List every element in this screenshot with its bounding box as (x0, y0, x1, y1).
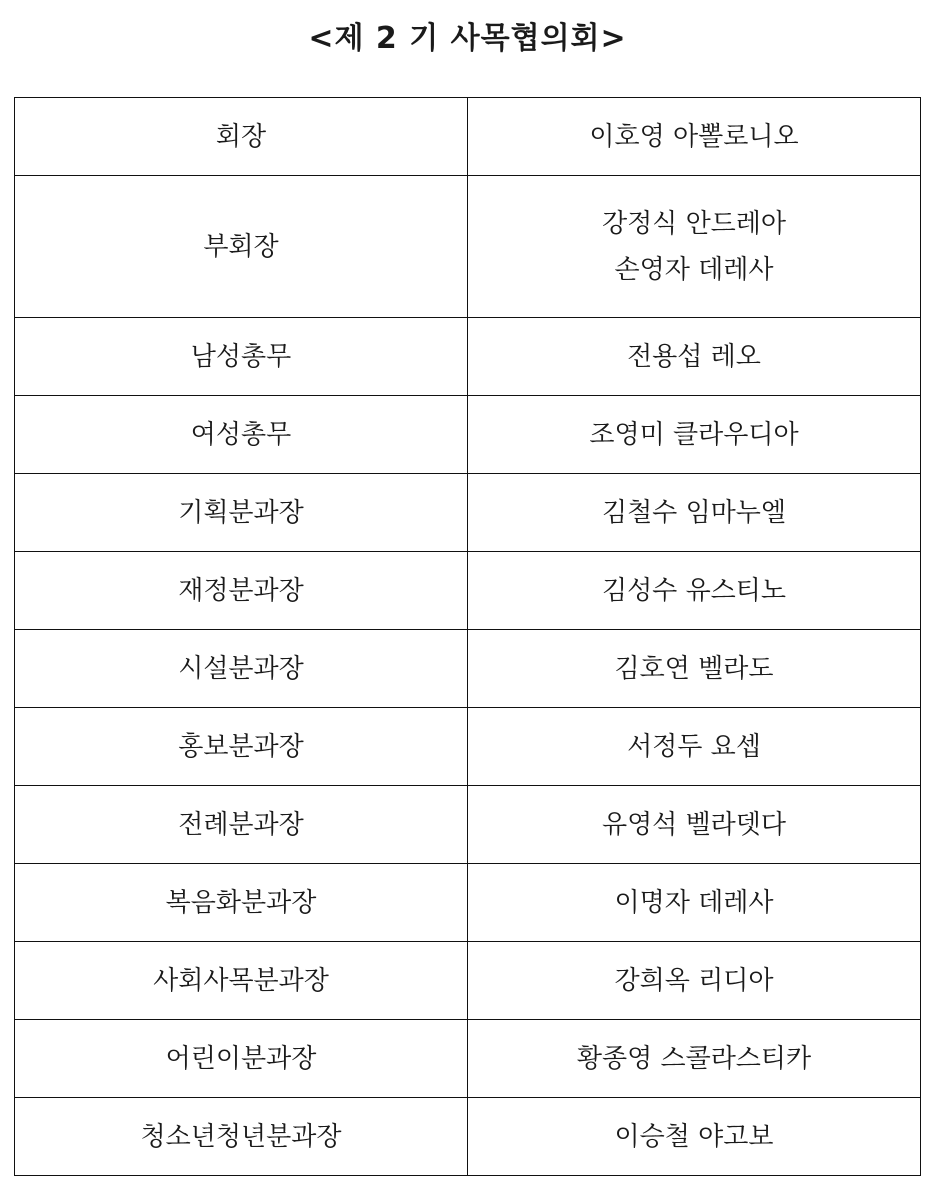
member-name: 강희옥 리디아 (614, 965, 774, 996)
table-row (15, 786, 921, 864)
name-cell (468, 864, 921, 942)
role-label: 기획분과장 (178, 497, 304, 528)
role-cell (15, 318, 468, 396)
name-cell (468, 786, 921, 864)
member-name: 김철수 임마누엘 (601, 497, 787, 528)
role-label: 복음화분과장 (165, 887, 317, 918)
role-cell (15, 474, 468, 552)
member-name: 손영자 데레사 (614, 254, 774, 285)
role-label: 어린이분과장 (165, 1043, 317, 1074)
member-name: 김호연 벨라도 (614, 653, 774, 684)
name-cell (468, 318, 921, 396)
role-label: 회장 (215, 121, 267, 152)
role-cell (15, 1098, 468, 1176)
table-row (15, 1098, 921, 1176)
member-name: 황종영 스콜라스티카 (576, 1043, 812, 1074)
role-label: 남성총무 (190, 341, 292, 372)
role-cell (15, 864, 468, 942)
role-cell (15, 630, 468, 708)
member-name: 이호영 아뽈로니오 (589, 121, 799, 152)
member-name: 서정두 요셉 (627, 731, 761, 762)
name-cell (468, 176, 921, 318)
role-cell (15, 176, 468, 318)
name-cell (468, 98, 921, 176)
table-row (15, 864, 921, 942)
name-cell (468, 942, 921, 1020)
name-cell (468, 630, 921, 708)
role-label: 청소년청년분과장 (140, 1121, 342, 1152)
role-cell (15, 396, 468, 474)
table-row (15, 396, 921, 474)
table-row (15, 552, 921, 630)
table-row (15, 1020, 921, 1098)
name-cell (468, 1020, 921, 1098)
role-label: 시설분과장 (178, 653, 304, 684)
table-row (15, 98, 921, 176)
member-name: 이승철 야고보 (614, 1121, 774, 1152)
table-row (15, 474, 921, 552)
member-name: 유영석 벨라뎃다 (601, 809, 787, 840)
role-label: 여성총무 (190, 419, 292, 450)
role-label: 부회장 (203, 231, 279, 262)
role-cell (15, 708, 468, 786)
name-cell (468, 708, 921, 786)
table-row (15, 318, 921, 396)
role-label: 사회사목분과장 (153, 965, 329, 996)
council-table (14, 97, 921, 1176)
member-name: 김성수 유스티노 (601, 575, 787, 606)
name-cell (468, 396, 921, 474)
member-name: 전용섭 레오 (627, 341, 761, 372)
table-row (15, 708, 921, 786)
member-name: 조영미 클라우디아 (589, 419, 799, 450)
role-label: 재정분과장 (178, 575, 304, 606)
page-title: <제 2 기 사목협의회> (308, 21, 627, 56)
table-row (15, 176, 921, 318)
role-cell (15, 1020, 468, 1098)
role-cell (15, 786, 468, 864)
role-cell (15, 98, 468, 176)
name-cell (468, 474, 921, 552)
table-row (15, 630, 921, 708)
member-name: 이명자 데레사 (614, 887, 774, 918)
role-cell (15, 942, 468, 1020)
member-name: 강정식 안드레아 (601, 208, 787, 239)
role-label: 홍보분과장 (178, 731, 304, 762)
role-cell (15, 552, 468, 630)
table-row (15, 942, 921, 1020)
name-cell (468, 1098, 921, 1176)
name-cell (468, 552, 921, 630)
role-label: 전례분과장 (178, 809, 304, 840)
